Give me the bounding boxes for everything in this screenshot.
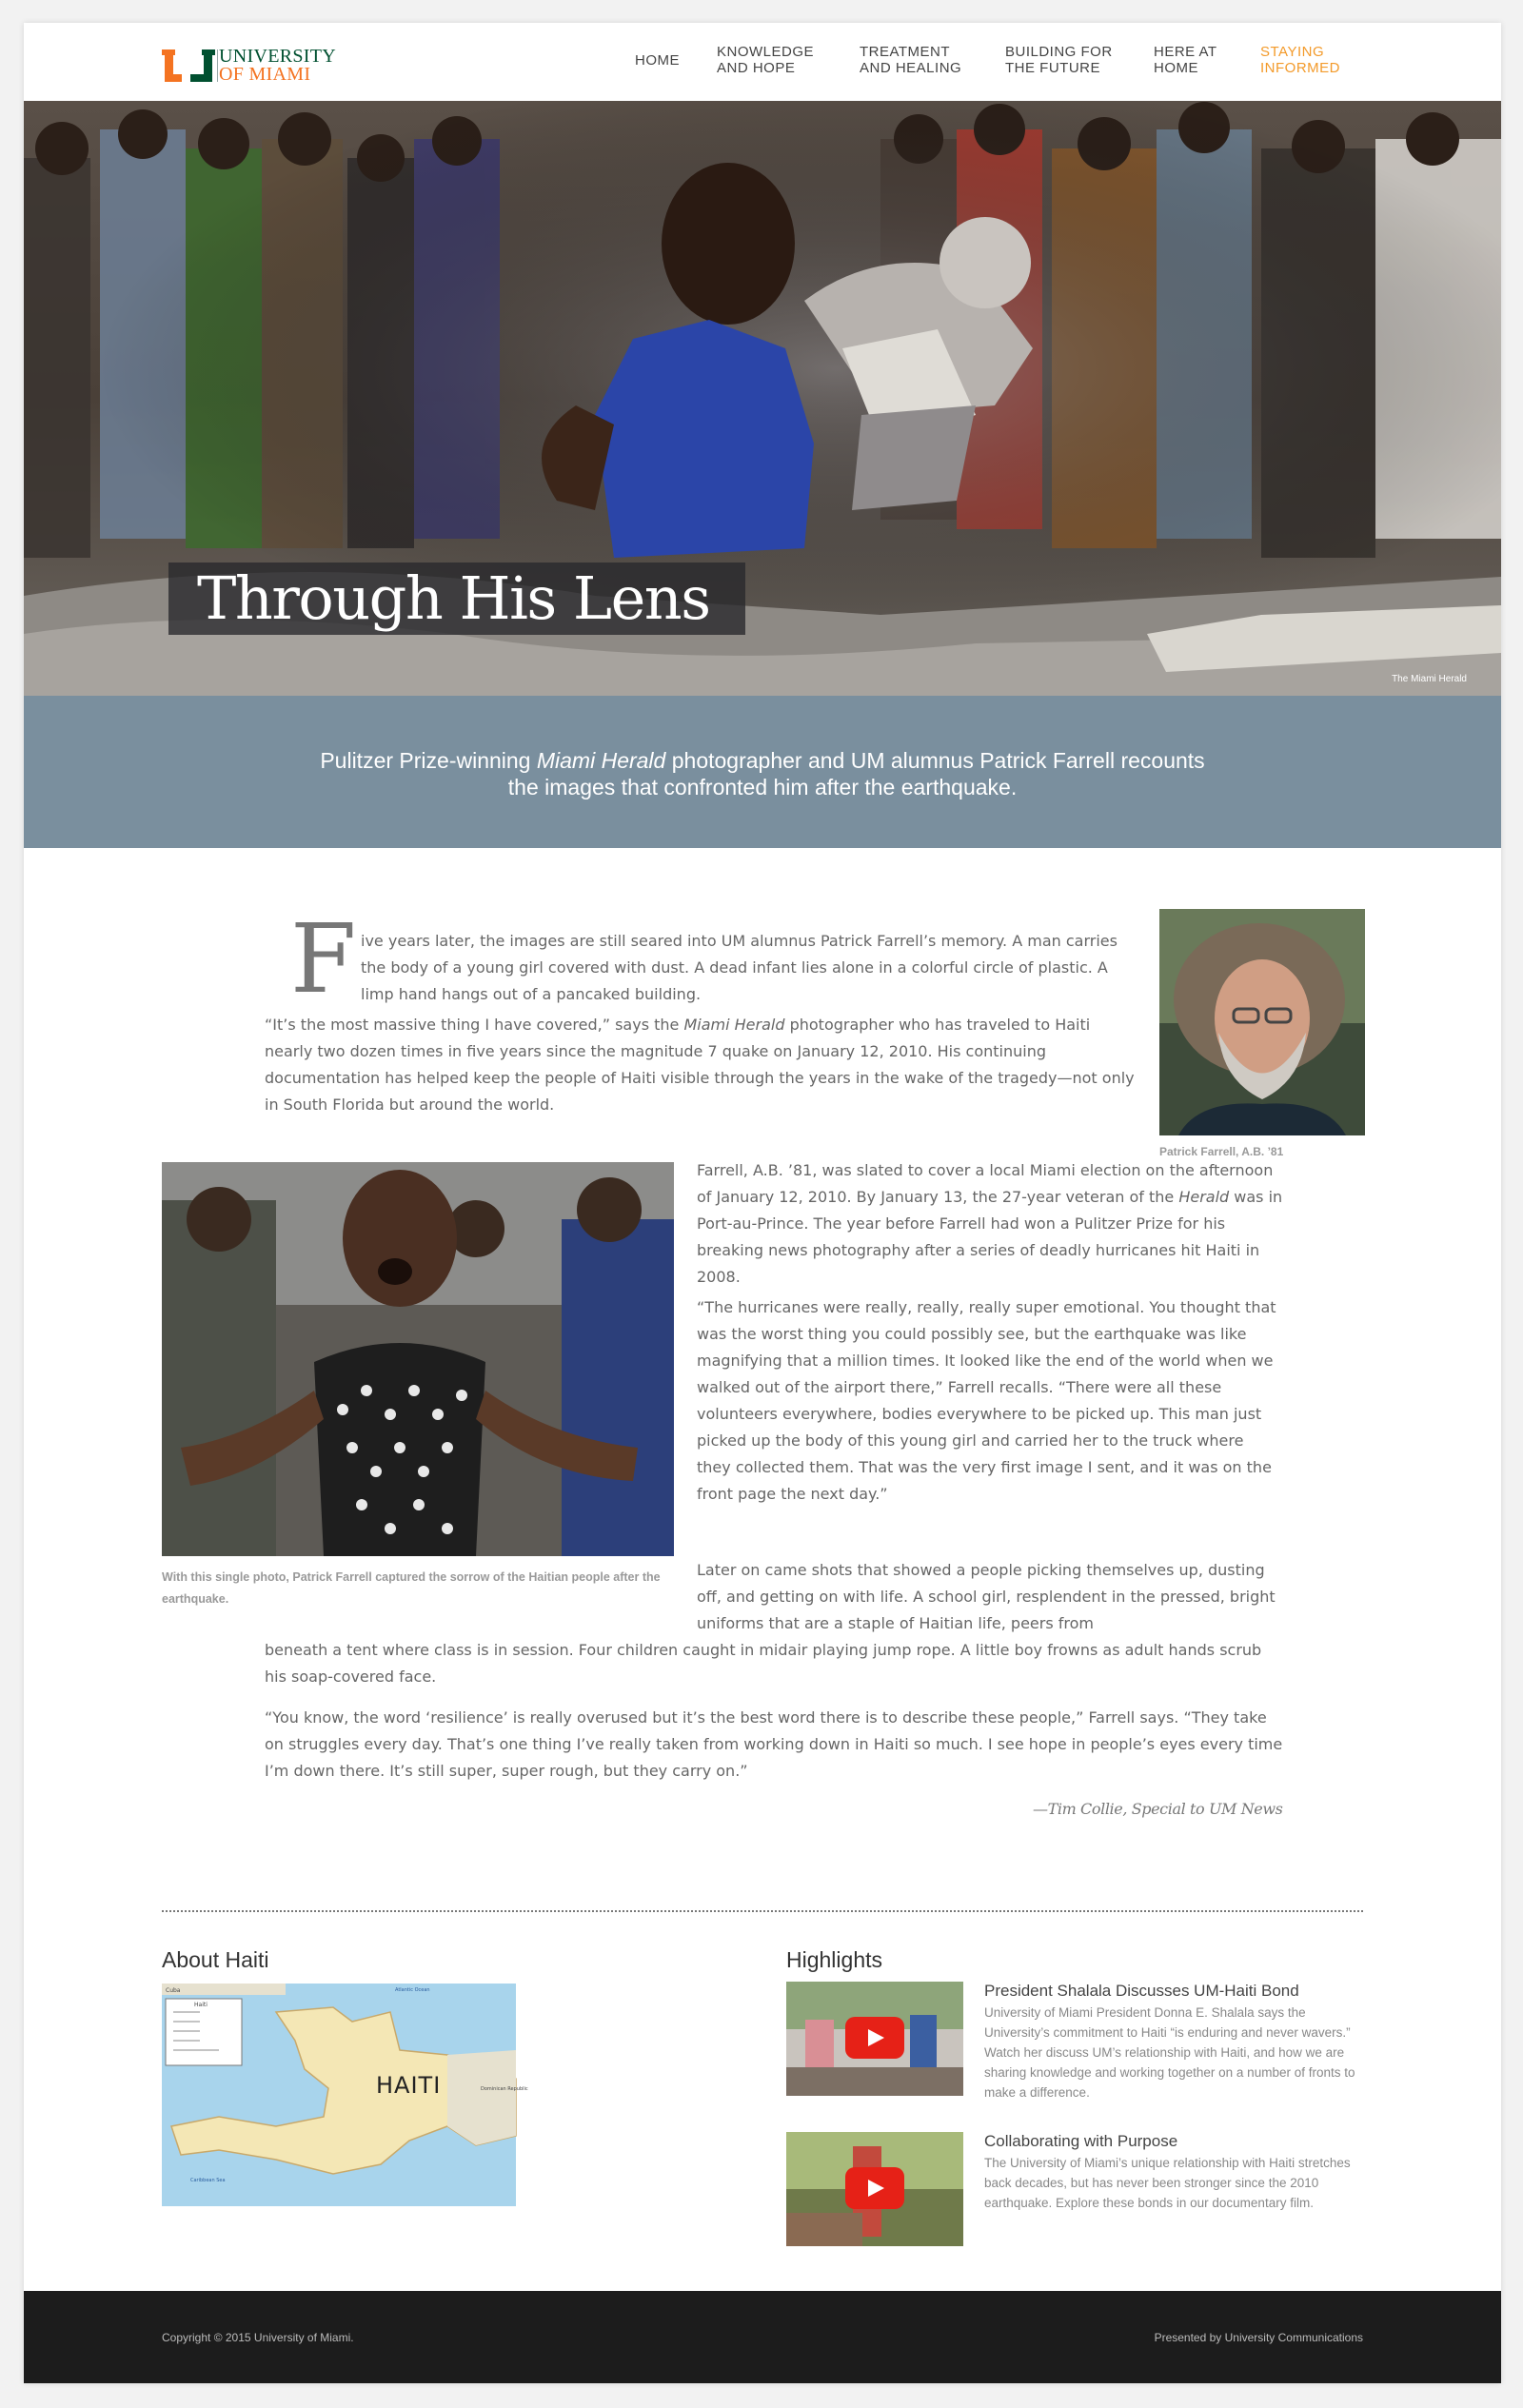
subtitle-part-2: photographer and UM alumnus Patrick Farrell recounts the images that confronted him after the earthquake. [507,748,1205,799]
highlight-video-thumb-2[interactable] [786,2132,963,2246]
portrait-photo [1159,909,1365,1135]
crowd-photo-caption: With this single photo, Patrick Farrell captured the sorrow of the Haitian people after the earthquake. [162,1570,661,1606]
subtitle-band [24,696,1501,848]
portrait-caption: Patrick Farrell, A.B. ’81 [1159,1145,1284,1158]
paragraph-1: ive years later, the images are still seared into UM alumnus Patrick Farrell’s memory. A man carries the body of a young girl covered with dust. A dead infant lies alone in a colorful circle of plastic. A limp hand hangs out of a pancaked building. [361,932,1118,1003]
crowd-image [162,1162,674,1556]
logo-wordmark [219,48,336,84]
highlights-title: Highlights [786,1947,882,1972]
main-nav [599,44,1346,76]
paragraph-4: “The hurricanes were really, really, really super emotional. You thought that was the worst thing you could possibly see, but the earthquake was like magnifying that a million times. It looked like the end of the world when we walked out of the airport there,” Farrell recalls. “There were all these volunteers everywhere, bodies everywhere to be picked up. This man just picked up the body of this young girl and carried her to the truck where they collected them. That was the very first image I sent, and it was on the front page the next day.” [697,1298,1276,1503]
footer-presented-by[interactable]: Presented by University Communications [1154,2331,1363,2344]
haiti-map-image [162,1984,528,2206]
nav-treatment-and-healing[interactable]: TREATMENT AND HEALING [860,44,962,76]
university-logo[interactable] [162,46,352,84]
drop-cap: F [290,903,357,1015]
paragraph-5-start: Later on came shots that showed a people picking themselves up, dusting off, and getting on with life. A school girl, resplendent in the pressed, bright uniforms that are a staple of Haitian life, peers from [697,1561,1276,1632]
paragraph-3-part-1: Farrell, A.B. ’81, was slated to cover a local Miami election on the afternoon of January 12, 2010. By January 13, the 27-year veteran of the [697,1161,1274,1206]
site-header [24,23,1501,101]
highlight-desc-2: The University of Miami’s unique relationship with Haiti stretches back decades, but has never been stronger since the 2010 earthquake. Explore these bonds in our documentary film. [984,2156,1351,2210]
highlight-title-1[interactable]: President Shalala Discusses UM-Haiti Bond [984,1982,1299,2000]
map-label-atlantic: Atlantic Ocean [395,1987,430,1993]
nav-knowledge-and-hope[interactable]: KNOWLEDGE AND HOPE [717,44,815,76]
hero-title-box [168,563,745,635]
highlight-video-thumb-1[interactable] [786,1982,963,2096]
subtitle-italic: Miami Herald [536,748,666,773]
u-logo-icon [162,49,215,82]
highlight-title-2[interactable]: Collaborating with Purpose [984,2132,1178,2150]
paragraph-2-part-2: photographer who has traveled to Haiti nearly two dozen times in five years since the magnitude 7 quake on January 12, 2010. His continuing documentation has helped keep the people of Haiti visible through the years in the wake of the tragedy—not only in South Florida but around the world. [265,1016,1135,1114]
haiti-map[interactable] [162,1984,528,2206]
play-icon [845,2167,904,2209]
hero-photo-credit: The Miami Herald [1392,674,1467,684]
highlight-desc-1: University of Miami President Donna E. Shalala says the University’s commitment to Haiti “is enduring and never wavers.” Watch her discuss UM’s relationship with Haiti, and how we are sharing knowledge and working together on a number of fronts to make a difference. [984,2005,1355,2100]
site-footer [24,2291,1501,2383]
paragraph-3 [697,1157,1287,1291]
paragraph-2 [265,1012,1137,1118]
nav-home[interactable]: HOME [635,52,680,69]
page [24,23,1501,2383]
nav-building-for-the-future[interactable]: BUILDING FOR THE FUTURE [1005,44,1113,76]
logo-line-2: OF MIAMI [219,64,311,85]
logo-line-1: UNIVERSITY [219,46,336,67]
footer-copyright: Copyright © 2015 University of Miami. [162,2331,354,2344]
map-label-cuba: Cuba [166,1987,181,1994]
paragraph-3-part-2: was in Port-au-Prince. The year before Farrell had won a Pulitzer Prize for his breaking news photography after a series of deadly hurricanes hit Haiti in 2008. [697,1188,1283,1286]
paragraph-5-continued: beneath a tent where class is in session. Four children caught in midair playing jump rope. A little boy frowns as adult hands scrub his soap-covered face. [265,1641,1262,1686]
logo-divider [217,49,218,82]
map-label-dominican: Dominican Republic [481,2086,528,2092]
hero-image [24,101,1501,696]
portrait-image [1159,909,1365,1135]
play-icon [845,2017,904,2059]
map-legend-title: Haiti [194,2002,208,2008]
about-haiti-title: About Haiti [162,1947,269,1972]
hero-title: Through His Lens [197,563,710,633]
section-divider [162,1910,1363,1912]
map-label-haiti: HAITI [376,2072,442,2099]
map-label-caribbean: Caribbean Sea [190,2178,226,2183]
article [24,848,1501,1914]
nav-here-at-home[interactable]: HERE AT HOME [1154,44,1217,76]
paragraph-6: “You know, the word ‘resilience’ is really overused but it’s the best word there is to describe these people,” Farrell says. “They take on struggles every day. That’s one thing I’ve really taken from working down in Haiti so much. I see hope in people’s eyes every time I’m down there. It’s still super, super rough, but they carry on.” [265,1708,1283,1780]
subtitle-part-1: Pulitzer Prize-winning [320,748,537,773]
crowd-photo [162,1162,674,1556]
paragraph-3-italic: Herald [1178,1188,1230,1206]
paragraph-2-part-1: “It’s the most massive thing I have covered,” says the [265,1016,684,1034]
nav-staying-informed[interactable]: STAYING INFORMED [1260,44,1340,76]
subtitle-text [309,747,1216,800]
paragraph-2-italic: Miami Herald [683,1016,785,1034]
article-signature: —Tim Collie, Special to UM News [1033,1800,1283,1818]
